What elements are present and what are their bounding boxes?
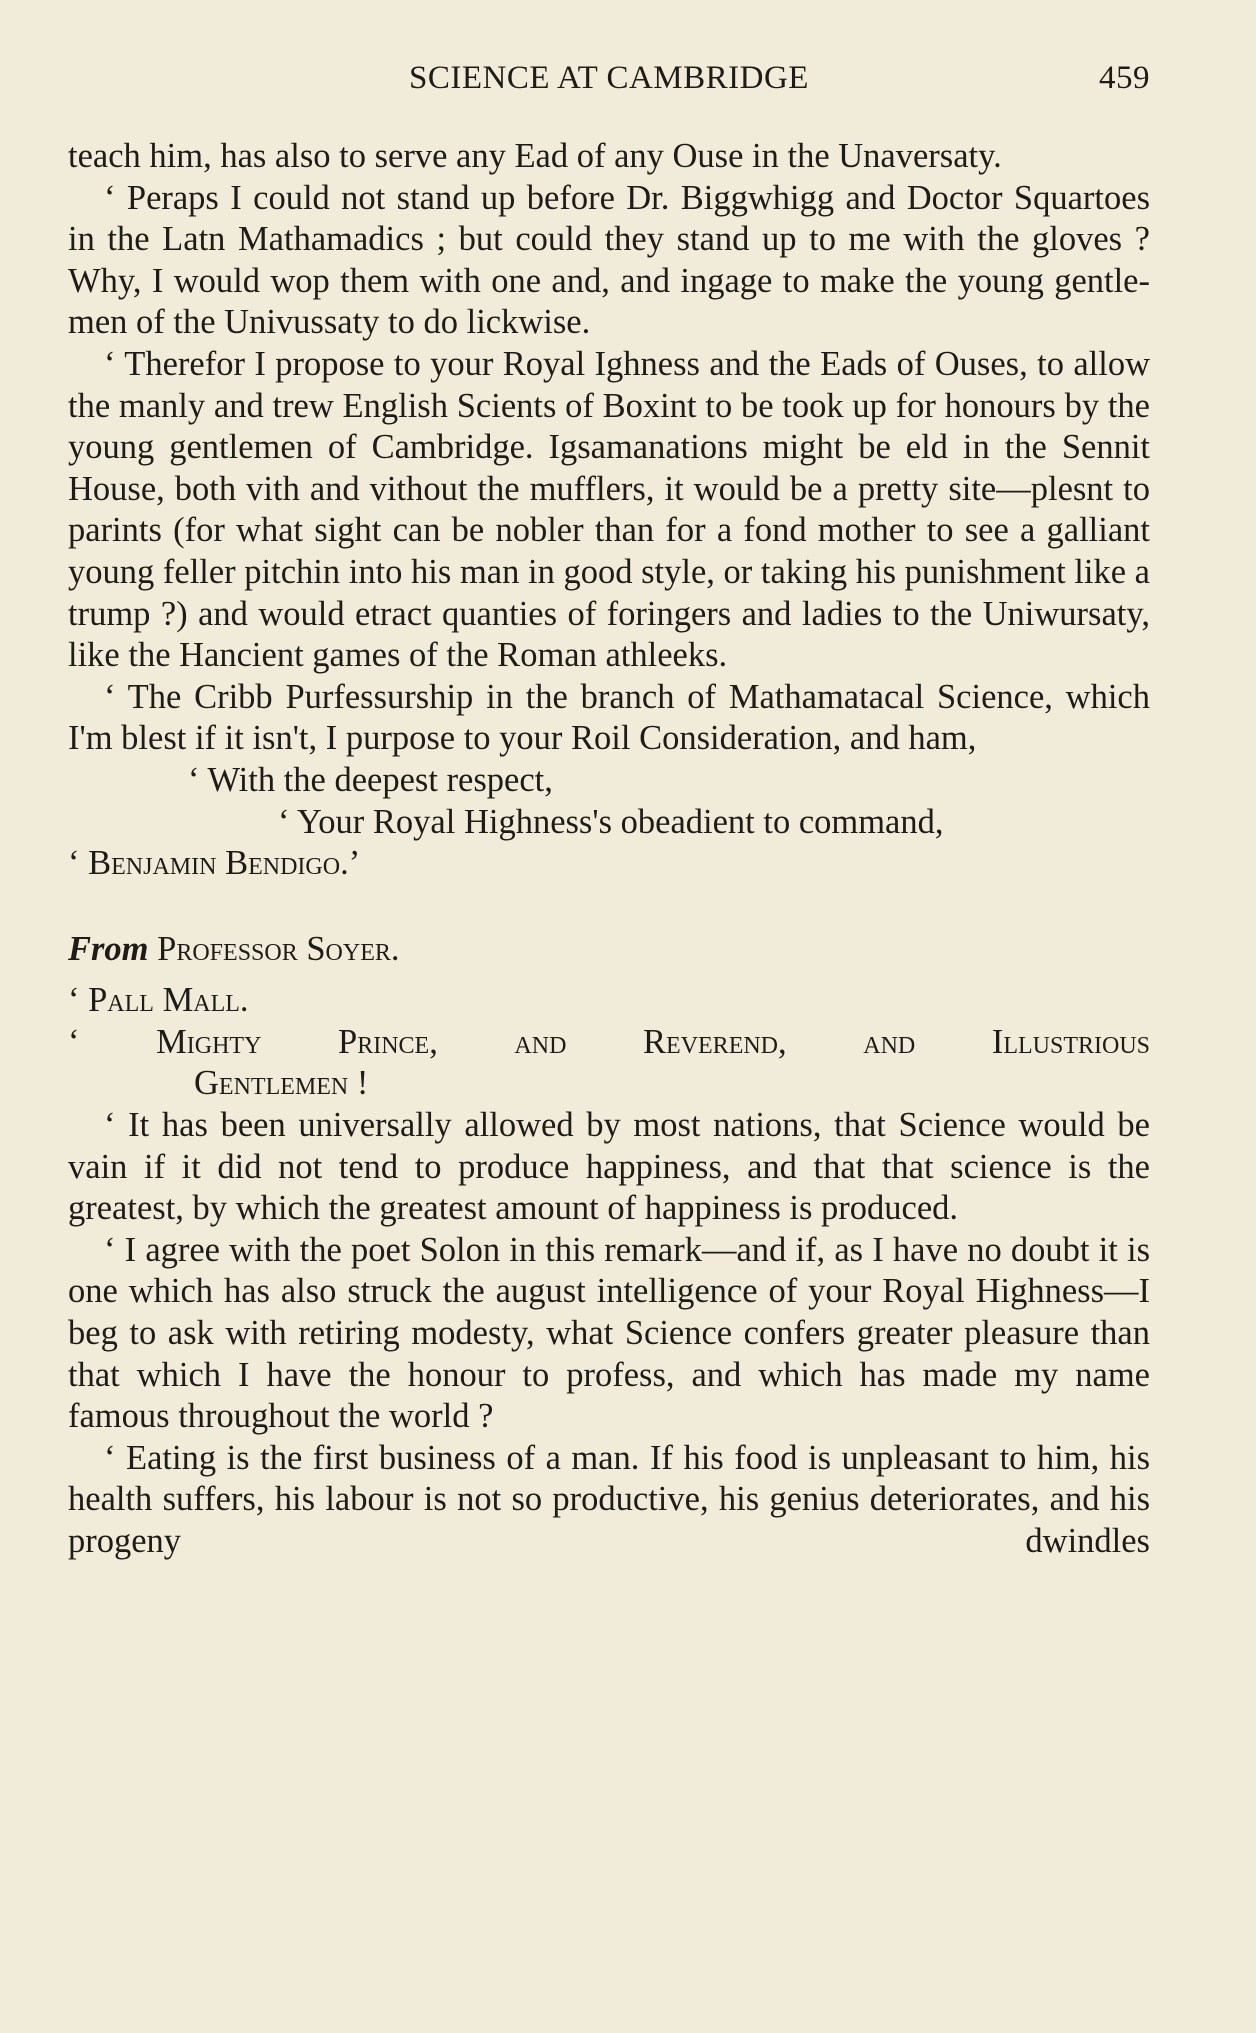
salutation-line: ‘ Mighty Prince, and Reverend, and Illustrious bbox=[68, 1022, 1150, 1061]
paragraph: ‘ The Cribb Purfessurship in the branch of Mathamatacal Science, which I'm blest if it isn't, I purpose to your Roil Consideration, and ham, bbox=[68, 677, 1150, 758]
running-header bbox=[68, 56, 1150, 104]
paragraph: ‘ Therefor I propose to your Royal Ighness and the Eads of Ouses, to allow the manly and trew English Scients of Boxint to be took up for honours by the young gentlemen of Cambridge. Igsamanations might be eld in the Sennit House, both vith and vithout the mufflers, it would be a pretty site—plesnt to parints (for what sight can be nobler than for a fond mother to see a galliant young feller pitchin into his man in good style, or taking his punishment like a trump ?) and would etract quanties of foringers and ladies to the Uniwursaty, like the Hancient games of the Roman athleeks. bbox=[68, 344, 1150, 675]
heading-author: Professor Soyer. bbox=[157, 929, 400, 968]
paragraph: ‘ Peraps I could not stand up before Dr. Biggwhigg and Doctor Squartoes in the Latn Mathamadics ; but could they stand up to me with the gloves ? Why, I would wop them with one and, and ingage to make the young gentlemen of the Univussaty to do lickwise. bbox=[68, 178, 1150, 342]
paragraph: ‘ Eating is the first business of a man. If his food is unpleasant to him, his health suffers, his labour is not so productive, his genius deteriorates, and his progeny dwindles bbox=[68, 1438, 1150, 1560]
paragraph: ‘ I agree with the poet Solon in this remark—and if, as I have no doubt it is one which has also struck the august intelligence of your Royal Highness—I beg to ask with retiring modesty, what Science confers greater pleasure than that which I have the honour to profess, and which has made my name famous throughout the world ? bbox=[68, 1230, 1150, 1436]
section-heading bbox=[68, 929, 1150, 971]
page-number: 459 bbox=[1099, 60, 1150, 96]
salutation-line: Gentlemen ! bbox=[194, 1064, 369, 1103]
closing-line: ‘ Your Royal Highness's obeadient to command, bbox=[278, 802, 944, 841]
running-title: SCIENCE AT CAMBRIDGE bbox=[409, 60, 809, 96]
paragraph: ‘ It has been universally allowed by most nations, that Science would be vain if it did not tend to produce happiness, and that that science is the greatest, by which the greatest amount of happiness is produced. bbox=[68, 1106, 1150, 1228]
paragraph: teach him, has also to serve any Ead of any Ouse in the Unaversaty. bbox=[68, 137, 1002, 175]
closing-line: ‘ With the deepest respect, bbox=[188, 760, 553, 799]
signature: ‘ Benjamin Bendigo.’ bbox=[68, 844, 361, 883]
letter-place: ‘ Pall Mall. bbox=[68, 981, 249, 1020]
page-body bbox=[68, 136, 1150, 1563]
heading-from: From bbox=[68, 929, 149, 968]
